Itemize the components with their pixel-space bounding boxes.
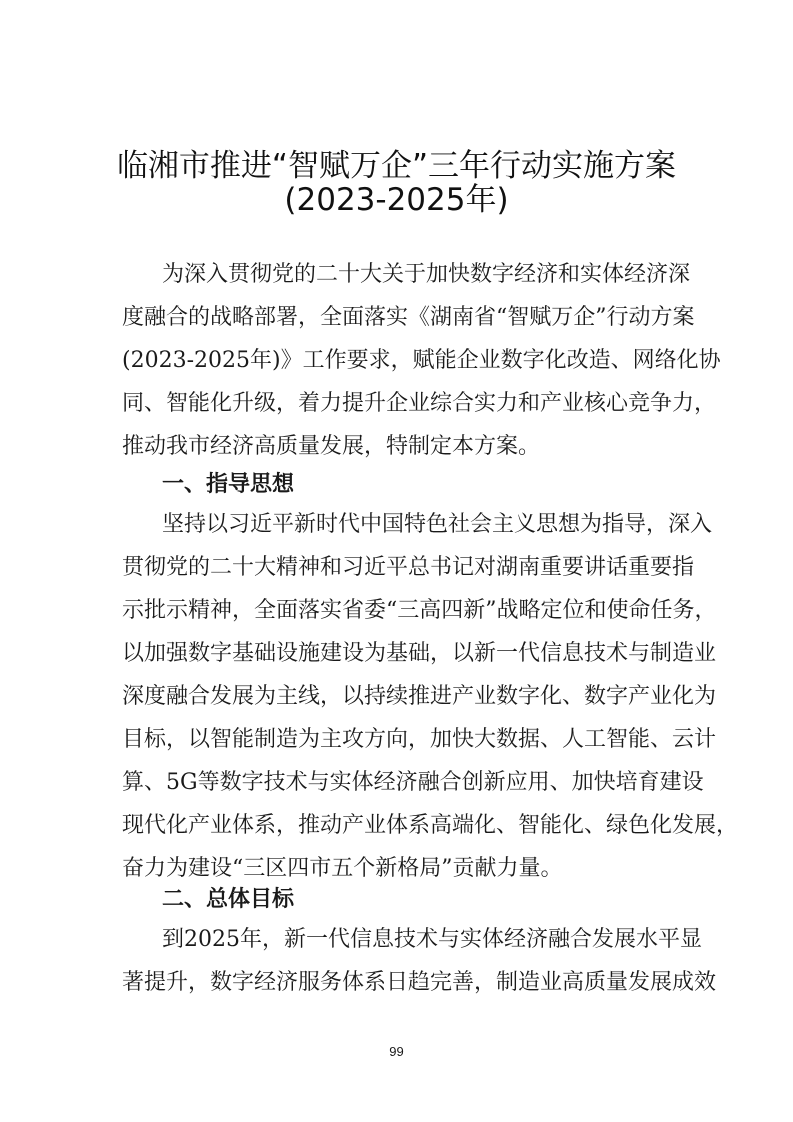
section1-line: 示批示精神，全面落实省委“三高四新”战略定位和使命任务， — [122, 598, 717, 623]
section2-line: 到2025年，新一代信息技术与实体经济融合发展水平显 — [162, 927, 702, 952]
section1-line: 深度融合发展为主线，以持续推进产业数字化、数字产业化为 — [122, 684, 717, 709]
document-title-line2: (2023-2025年) — [284, 182, 509, 218]
section1-line: 坚持以习近平新时代中国特色社会主义思想为指导，深入 — [162, 512, 713, 537]
section1-line: 算、5G等数字技术与实体经济融合创新应用、加快培育建设 — [122, 770, 704, 795]
intro-line: 同、智能化升级，着力提升企业综合实力和产业核心竞争力， — [122, 391, 717, 416]
section-heading: 二、总体目标 — [162, 887, 295, 912]
section1-line: 奋力为建设“三区四市五个新格局”贡献力量。 — [122, 856, 563, 881]
intro-line: 度融合的战略部署，全面落实《湖南省“智赋万企”行动方案 — [122, 305, 695, 330]
intro-line: 为深入贯彻党的二十大关于加快数字经济和实体经济深 — [162, 262, 691, 287]
document-title-line1: 临湘市推进“智赋万企”三年行动实施方案 — [116, 148, 677, 184]
section2-line: 著提升，数字经济服务体系日趋完善，制造业高质量发展成效 — [122, 970, 717, 995]
section1-line: 贯彻党的二十大精神和习近平总书记对湖南重要讲话重要指 — [122, 555, 695, 580]
section-heading: 一、指导思想 — [162, 472, 295, 497]
section1-line: 目标，以智能制造为主攻方向，加快大数据、人工智能、云计 — [122, 727, 717, 752]
section1-line: 以加强数字基础设施建设为基础，以新一代信息技术与制造业 — [122, 641, 717, 666]
section1-line: 现代化产业体系，推动产业体系高端化、智能化、绿色化发展， — [122, 813, 739, 838]
page-number: 99 — [389, 1044, 404, 1059]
intro-line: (2023-2025年)》工作要求，赋能企业数字化改造、网络化协 — [122, 348, 721, 373]
intro-line: 推动我市经济高质量发展，特制定本方案。 — [122, 434, 541, 459]
